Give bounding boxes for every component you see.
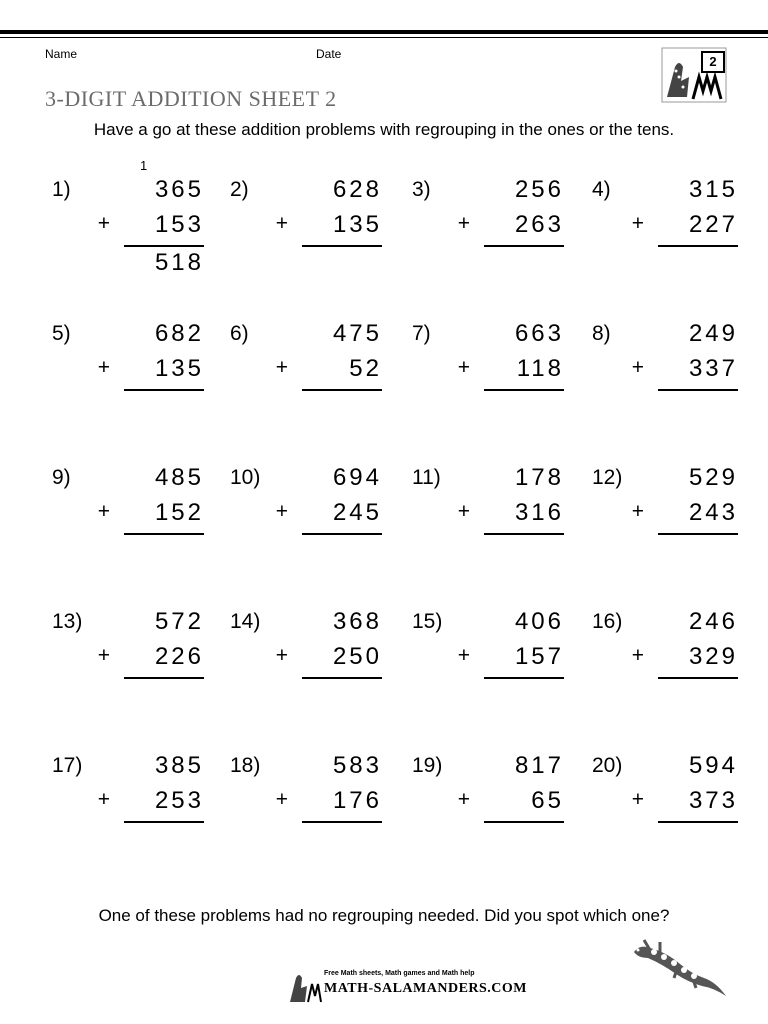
problem-number: 2)	[230, 178, 249, 201]
top-rule-thick	[0, 30, 768, 34]
top-addend: 628	[332, 176, 382, 203]
answer-line	[124, 677, 204, 679]
problem-16	[592, 590, 738, 710]
date-label: Date	[316, 47, 342, 61]
bottom-addend: 52	[349, 355, 382, 382]
problem-6	[230, 302, 382, 422]
problem-number: 5)	[52, 322, 71, 345]
problem-13	[52, 590, 204, 710]
problem-5	[52, 302, 204, 422]
bottom-addend: 135	[154, 355, 204, 382]
footer-site: MATH-SALAMANDERS.COM	[324, 981, 528, 996]
bottom-addend: 250	[332, 643, 382, 670]
problem-number: 11)	[412, 466, 441, 489]
top-addend: 572	[154, 608, 204, 635]
bottom-addend: 373	[688, 787, 738, 814]
plus-sign: +	[275, 356, 288, 379]
problem-number: 3)	[412, 178, 431, 201]
plus-sign: +	[631, 500, 644, 523]
top-addend: 249	[688, 320, 738, 347]
problem-19	[412, 734, 564, 854]
carry-digit: 1	[140, 158, 148, 173]
top-addend: 594	[688, 752, 738, 779]
top-addend: 694	[332, 464, 382, 491]
plus-sign: +	[457, 356, 470, 379]
bottom-addend: 65	[531, 787, 564, 814]
answer-line	[658, 821, 738, 823]
problem-7	[412, 302, 564, 422]
problem-1	[52, 158, 204, 278]
top-addend: 583	[332, 752, 382, 779]
problem-number: 7)	[412, 322, 431, 345]
answer-line	[302, 677, 382, 679]
bottom-addend: 243	[688, 499, 738, 526]
plus-sign: +	[457, 500, 470, 523]
problem-18	[230, 734, 382, 854]
instructions: Have a go at these addition problems with regrouping in the ones or the tens.	[93, 120, 675, 139]
bottom-addend: 316	[514, 499, 564, 526]
page-title: 3-DIGIT ADDITION SHEET 2	[45, 86, 337, 111]
problem-number: 17)	[52, 754, 83, 777]
problem-14	[230, 590, 382, 710]
problem-number: 6)	[230, 322, 249, 345]
top-addend: 246	[688, 608, 738, 635]
answer-line	[302, 533, 382, 535]
answer-line	[484, 245, 564, 247]
top-addend: 817	[514, 752, 564, 779]
plus-sign: +	[457, 644, 470, 667]
plus-sign: +	[631, 356, 644, 379]
problem-number: 13)	[52, 610, 83, 633]
bottom-addend: 329	[688, 643, 738, 670]
answer-line	[484, 389, 564, 391]
problem-9	[52, 446, 204, 566]
bottom-addend: 263	[514, 211, 564, 238]
bottom-addend: 245	[332, 499, 382, 526]
top-addend: 368	[332, 608, 382, 635]
plus-sign: +	[631, 788, 644, 811]
plus-sign: +	[275, 500, 288, 523]
problem-number: 12)	[592, 466, 623, 489]
top-addend: 385	[154, 752, 204, 779]
problem-number: 8)	[592, 322, 611, 345]
problem-8	[592, 302, 738, 422]
top-rule-thin	[0, 37, 768, 38]
problem-number: 18)	[230, 754, 261, 777]
bottom-addend: 227	[688, 211, 738, 238]
footer-brand	[288, 968, 528, 1008]
problem-number: 9)	[52, 466, 71, 489]
plus-sign: +	[275, 788, 288, 811]
answer-line	[484, 677, 564, 679]
problem-15	[412, 590, 564, 710]
answer-line	[124, 245, 204, 247]
plus-sign: +	[631, 212, 644, 235]
footer-logo-icon	[288, 968, 322, 1004]
top-addend: 256	[514, 176, 564, 203]
top-addend: 529	[688, 464, 738, 491]
bottom-addend: 157	[514, 643, 564, 670]
bottom-addend: 337	[688, 355, 738, 382]
problem-number: 19)	[412, 754, 443, 777]
bottom-addend: 253	[154, 787, 204, 814]
problem-10	[230, 446, 382, 566]
problem-2	[230, 158, 382, 278]
bottom-addend: 153	[154, 211, 204, 238]
name-label: Name	[45, 47, 78, 61]
problem-number: 10)	[230, 466, 261, 489]
plus-sign: +	[457, 212, 470, 235]
top-addend: 315	[688, 176, 738, 203]
answer-line	[124, 389, 204, 391]
top-addend: 365	[154, 176, 204, 203]
answer-line	[658, 245, 738, 247]
salamander-icon	[630, 938, 730, 1000]
problem-number: 15)	[412, 610, 443, 633]
plus-sign: +	[97, 356, 110, 379]
answer-line	[124, 821, 204, 823]
plus-sign: +	[275, 212, 288, 235]
top-addend: 682	[154, 320, 204, 347]
problem-17	[52, 734, 204, 854]
plus-sign: +	[457, 788, 470, 811]
plus-sign: +	[97, 500, 110, 523]
answer-line	[124, 533, 204, 535]
answer-value: 518	[154, 249, 204, 276]
answer-line	[302, 821, 382, 823]
problem-4	[592, 158, 738, 278]
answer-line	[484, 821, 564, 823]
problem-11	[412, 446, 564, 566]
bottom-addend: 135	[332, 211, 382, 238]
plus-sign: +	[97, 644, 110, 667]
footer-question: One of these problems had no regrouping needed. Did you spot which one?	[98, 906, 670, 925]
bottom-addend: 176	[332, 787, 382, 814]
top-addend: 406	[514, 608, 564, 635]
bottom-addend: 152	[154, 499, 204, 526]
logo-sheet-number: 2	[701, 51, 725, 73]
problem-number: 4)	[592, 178, 611, 201]
footer-tagline: Free Math sheets, Math games and Math help	[324, 970, 475, 977]
answer-line	[484, 533, 564, 535]
top-addend: 485	[154, 464, 204, 491]
problem-number: 20)	[592, 754, 623, 777]
answer-line	[302, 389, 382, 391]
problem-number: 1)	[52, 178, 71, 201]
top-addend: 663	[514, 320, 564, 347]
problem-number: 14)	[230, 610, 261, 633]
problem-3	[412, 158, 564, 278]
math-salamanders-logo-icon	[661, 47, 727, 103]
answer-line	[658, 389, 738, 391]
bottom-addend: 118	[516, 355, 564, 382]
plus-sign: +	[97, 212, 110, 235]
answer-line	[302, 245, 382, 247]
plus-sign: +	[97, 788, 110, 811]
top-addend: 178	[514, 464, 564, 491]
problem-number: 16)	[592, 610, 623, 633]
answer-line	[658, 533, 738, 535]
bottom-addend: 226	[154, 643, 204, 670]
problem-20	[592, 734, 738, 854]
plus-sign: +	[275, 644, 288, 667]
top-addend: 475	[332, 320, 382, 347]
answer-line	[658, 677, 738, 679]
problem-12	[592, 446, 738, 566]
plus-sign: +	[631, 644, 644, 667]
